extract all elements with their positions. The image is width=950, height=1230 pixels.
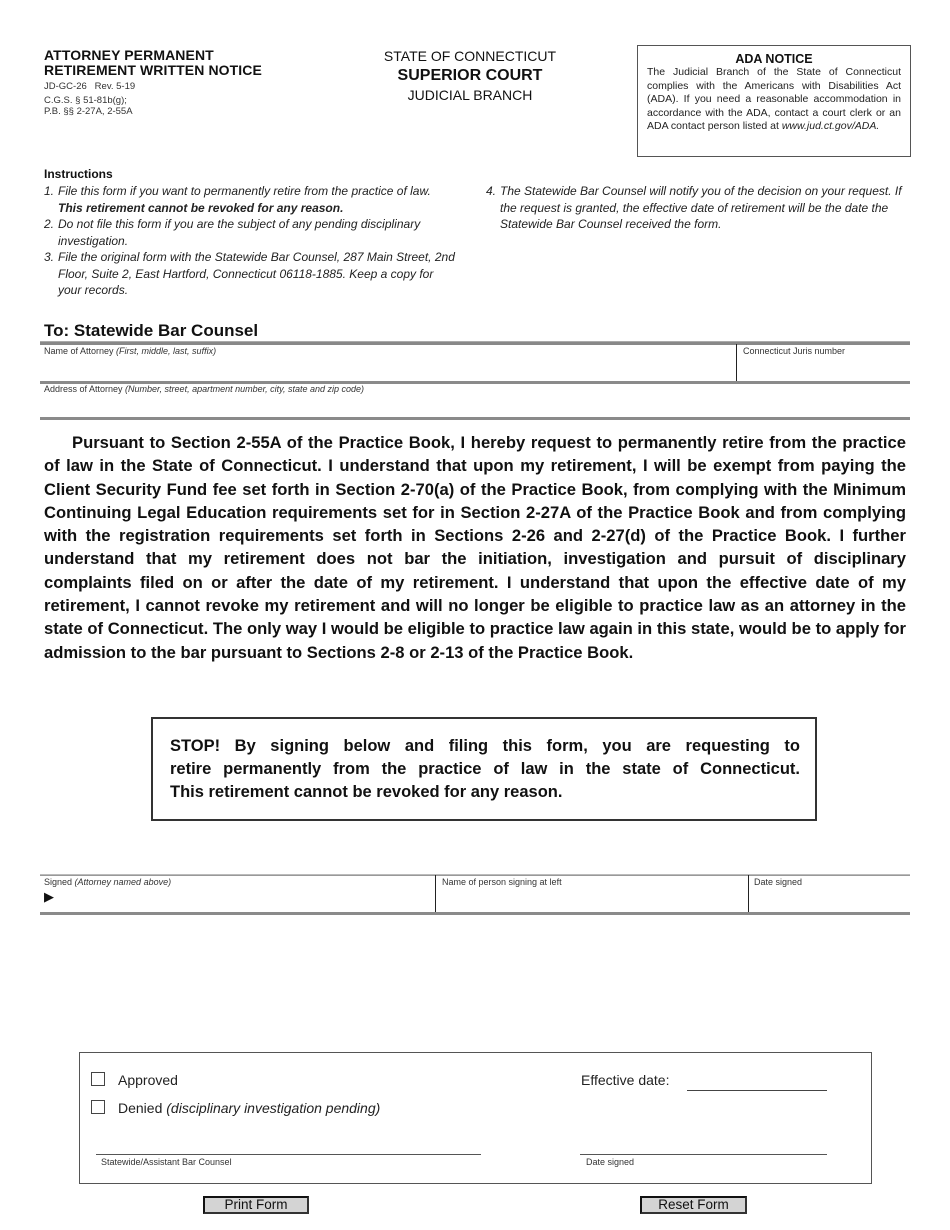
ada-notice-heading: ADA NOTICE [735, 52, 813, 66]
approved-checkbox[interactable] [91, 1072, 105, 1086]
signature-arrow-icon: ▶ [44, 889, 54, 904]
attorney-signature-field[interactable] [40, 876, 435, 912]
approved-label: Approved [118, 1072, 178, 1088]
attorney-address-field[interactable] [40, 384, 910, 418]
instruction-item-4 [486, 183, 910, 233]
form-identifiers [44, 81, 135, 117]
effective-date-label: Effective date: [581, 1072, 670, 1088]
ada-notice-box [637, 45, 911, 157]
denied-label [118, 1100, 380, 1116]
instruction-item-2 [44, 216, 458, 249]
office-date-signed-line[interactable] [580, 1154, 827, 1155]
instruction-emphasis: This retirement cannot be revoked for any reason. [58, 200, 344, 215]
attorney-address-label [44, 384, 364, 394]
instruction-text: Do not file this form if you are the subject of any pending disciplinary investigation. [58, 217, 421, 248]
effective-date-input[interactable] [687, 1073, 827, 1091]
instructions-column-right [486, 183, 910, 233]
juris-number-field[interactable] [737, 345, 910, 381]
reset-form-button[interactable]: Reset Form [640, 1196, 747, 1214]
retirement-statement: Pursuant to Section 2-55A of the Practice Book, I hereby request to permanently retire from the practice of law in the State of Connecticut. I understand that upon my retirement, I will be exempt from paying the Client Security Fund fee set forth in Section 2-70(a) of the Practice Book, from complying with the Minimum Continuing Legal Education requirements set for in Section 2-27A of the Practice Book and from complying with the registration requirements set forth in Sections 2-26 and 2-27(d) of the Practice Book. I further understand that my retirement does not bar the initiation, investigation and pursuit of disciplinary complaints filed on or after the date of my retirement. I understand that upon the effective date of my retirement, I cannot revoke my retirement and will no longer be eligible to practice law as an attorney in the state of Connecticut. The only way I would be eligible to practice law again in this state, would be to apply for admission to the bar pursuant to Sections 2-8 or 2-13 of the Practice Book. [44, 433, 906, 662]
counsel-signature-line[interactable] [96, 1154, 481, 1155]
instruction-number: 1. [44, 184, 55, 198]
signature-label-text: Signed [44, 877, 75, 887]
statute-reference-2: P.B. §§ 2-27A, 2-55A [44, 106, 133, 117]
signature-bottom-line [40, 912, 910, 915]
ada-notice-link[interactable]: www.jud.ct.gov/ADA. [781, 120, 880, 133]
attorney-name-field[interactable] [40, 345, 736, 381]
attorney-address-hint: (Number, street, apartment number, city, state and zip code) [125, 384, 364, 394]
form-title [44, 48, 262, 78]
attorney-name-label-text: Name of Attorney [44, 346, 117, 356]
instruction-text: The Statewide Bar Counsel will notify you of the decision on your request. If the request is granted, the effective date of retirement will be the date the Statewide Bar Counsel received the form. [500, 184, 902, 231]
date-signed-field[interactable] [749, 876, 910, 912]
form-title-line1: ATTORNEY PERMANENT [44, 47, 214, 63]
denied-hint: (disciplinary investigation pending) [166, 1100, 381, 1116]
instructions-heading: Instructions [44, 167, 113, 181]
instruction-item-1 [44, 183, 458, 216]
counsel-signature-label: Statewide/Assistant Bar Counsel [101, 1157, 232, 1167]
office-date-signed-label: Date signed [586, 1157, 635, 1167]
stop-warning-box [151, 717, 817, 821]
instruction-item-3 [44, 249, 458, 299]
denied-checkbox[interactable] [91, 1100, 105, 1114]
instruction-number: 2. [44, 217, 55, 231]
instruction-number: 3. [44, 250, 55, 264]
recipient-heading: To: Statewide Bar Counsel [44, 321, 259, 340]
court-header [340, 48, 600, 104]
signature-hint: (Attorney named above) [74, 877, 172, 887]
instruction-text: File the original form with the Statewide Bar Counsel, 287 Main Street, 2nd Floor, Suite 2, East Hartford, Connecticut 06118-1885. Keep a copy for your records. [58, 250, 455, 297]
signer-name-label: Name of person signing at left [442, 877, 562, 887]
field-divider-line [40, 417, 910, 420]
instructions-column-left [44, 183, 458, 299]
branch-name: JUDICIAL BRANCH [407, 87, 533, 103]
stop-warning-line3: This retirement cannot be revoked for any reason. [170, 783, 563, 801]
state-name: STATE OF CONNECTICUT [383, 48, 557, 64]
instruction-text: File this form if you want to permanently retire from the practice of law. [58, 184, 431, 198]
denied-label-text: Denied [118, 1100, 167, 1116]
court-name: SUPERIOR COURT [397, 67, 543, 84]
stop-warning-line1: STOP! By signing below and filing this form, you are requesting to [170, 737, 800, 755]
signature-label [44, 877, 171, 887]
ada-notice-body: The Judicial Branch of the State of Connecticut complies with the Americans with Disabilities Act (ADA). If you need a reasonable accommodation in accordance with the ADA, contact a court clerk or an ADA contact person listed at [647, 66, 901, 133]
office-use-box [79, 1052, 872, 1184]
statute-reference-1: C.G.S. § 51-81b(g); [44, 95, 127, 106]
form-title-line2: RETIREMENT WRITTEN NOTICE [44, 62, 262, 78]
signer-name-field[interactable] [436, 876, 748, 912]
attorney-name-hint: (First, middle, last, suffix) [116, 346, 217, 356]
stop-warning-text [170, 735, 800, 804]
attorney-name-label [44, 346, 216, 356]
form-number: JD-GC-26 Rev. 5-19 [44, 81, 136, 92]
stop-warning-line2: retire permanently from the practice of law in the state of Connecticut. [170, 760, 800, 778]
juris-number-label: Connecticut Juris number [743, 346, 846, 356]
date-signed-label: Date signed [754, 877, 803, 887]
print-form-button[interactable]: Print Form [203, 1196, 309, 1214]
ada-notice-text [647, 66, 901, 134]
attorney-address-label-text: Address of Attorney [44, 384, 126, 394]
instruction-number: 4. [486, 184, 497, 198]
